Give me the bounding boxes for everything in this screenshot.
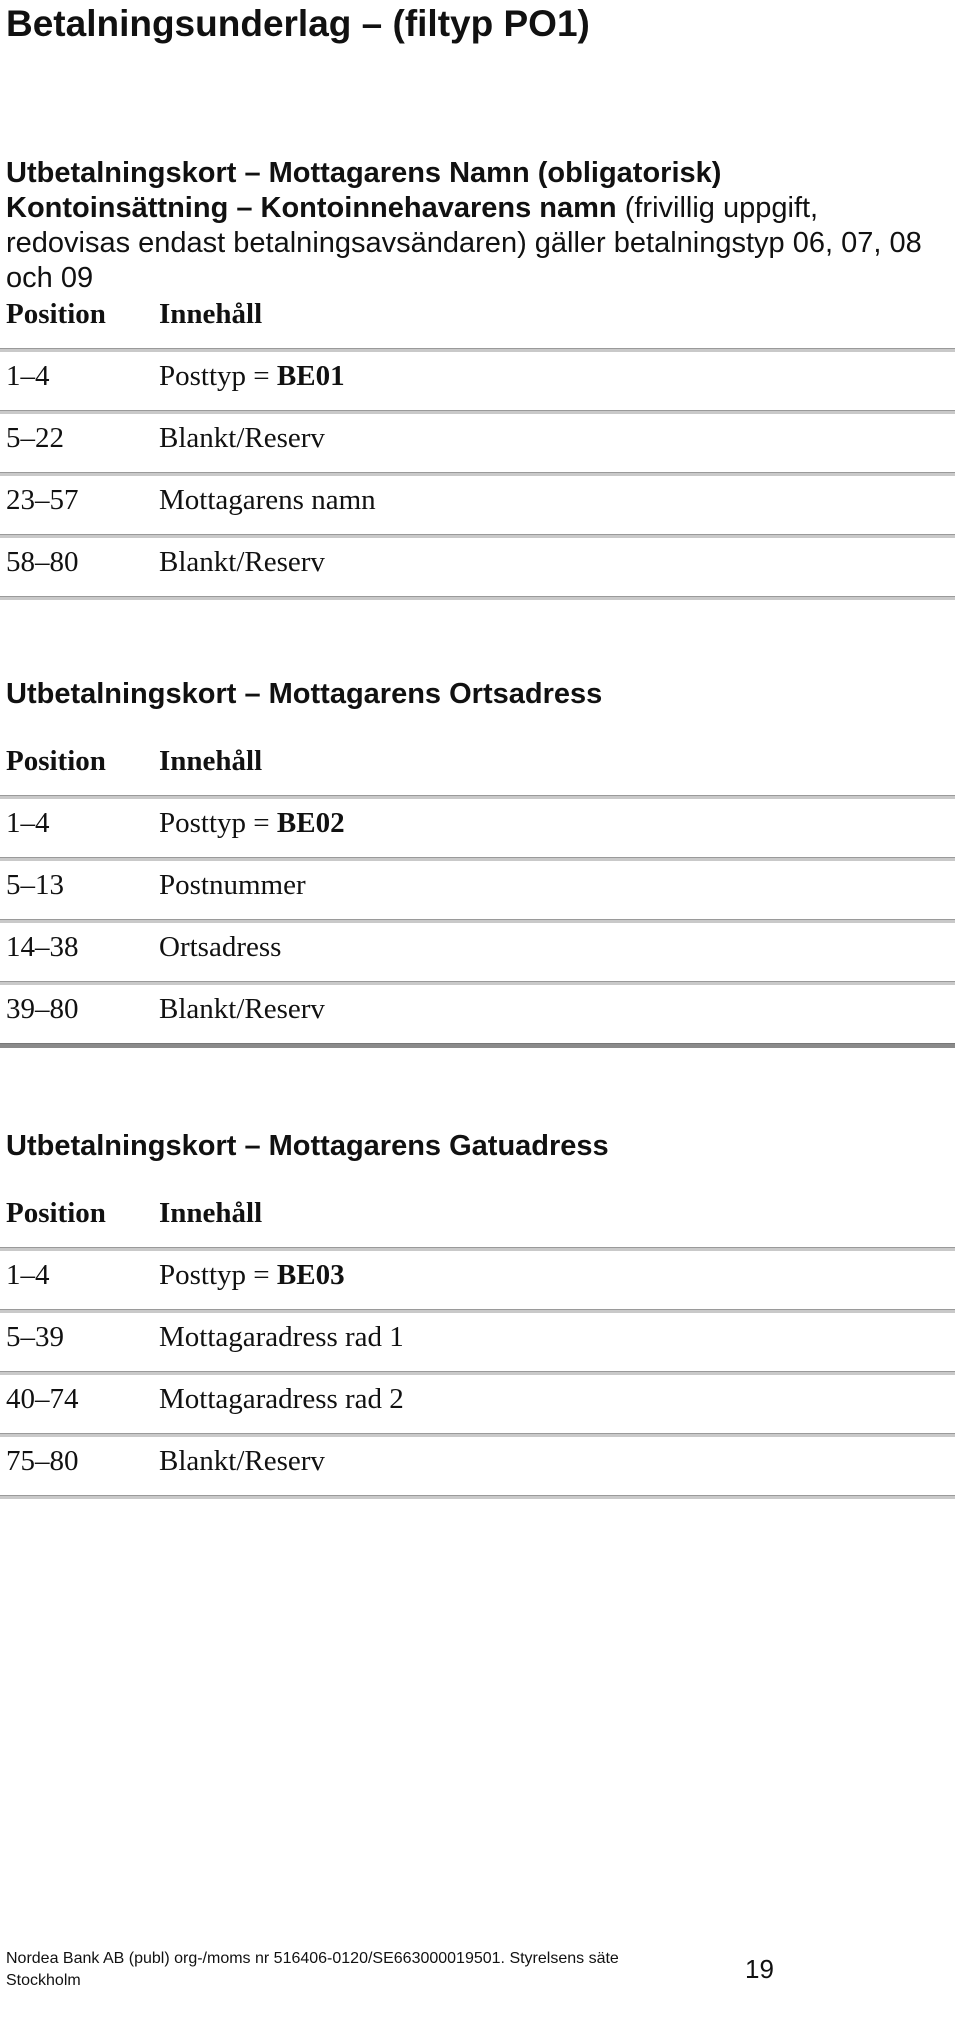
column-header-content: Innehåll [159, 745, 263, 777]
table-row [0, 352, 955, 410]
row-content: Blankt/Reserv [159, 993, 325, 1025]
row-position: 75–80 [6, 1445, 79, 1477]
table-row [0, 1437, 955, 1495]
section-1-heading-line-4: och 09 [6, 262, 94, 294]
footer-line-1: Nordea Bank AB (publ) org-/moms nr 516406-0120/SE663000019501. Styrelsens säte [6, 1950, 619, 1967]
table-header-row [0, 290, 955, 348]
row-content: Ortsadress [159, 931, 282, 963]
section-1-heading-line-2-normal: (frivillig uppgift, [616, 192, 819, 224]
column-header-position: Position [6, 1197, 106, 1229]
table-header-row [0, 737, 955, 795]
row-content: Mottagaradress rad 1 [159, 1321, 404, 1353]
row-position: 5–13 [6, 869, 64, 901]
table-row [0, 861, 955, 919]
page-number: 19 [745, 1954, 774, 1984]
table-row [0, 1375, 955, 1433]
row-position: 58–80 [6, 546, 79, 578]
row-content: Blankt/Reserv [159, 422, 325, 454]
row-content: Mottagaradress rad 2 [159, 1383, 404, 1415]
section-3-heading [6, 1129, 609, 1164]
row-divider [0, 1495, 955, 1499]
row-content: Posttyp = BE02 [159, 807, 345, 839]
row-position: 14–38 [6, 931, 79, 963]
table-row [0, 923, 955, 981]
section-3-heading-text: Utbetalningskort – Mottagarens Gatuadress [6, 1130, 609, 1162]
row-content: Blankt/Reserv [159, 546, 325, 578]
table-row [0, 1313, 955, 1371]
row-position: 5–22 [6, 422, 64, 454]
section-1-heading [6, 156, 922, 296]
section-1-heading-line-1: Utbetalningskort – Mottagarens Namn (obligatorisk) [6, 157, 722, 189]
page-footer [6, 1948, 619, 1992]
section-1-heading-line-2-bold: Kontoinsättning – Kontoinnehavarens namn [6, 192, 617, 224]
row-position: 40–74 [6, 1383, 79, 1415]
table-row [0, 1251, 955, 1309]
table-row [0, 476, 955, 534]
section-2-heading-text: Utbetalningskort – Mottagarens Ortsadress [6, 678, 603, 710]
row-content: Postnummer [159, 869, 306, 901]
row-position: 39–80 [6, 993, 79, 1025]
row-position: 1–4 [6, 1259, 50, 1291]
row-content: Posttyp = BE01 [159, 360, 345, 392]
section-1-table [0, 290, 955, 600]
row-divider [0, 1043, 955, 1048]
table-row [0, 985, 955, 1043]
column-header-content: Innehåll [159, 1197, 263, 1229]
page-title: Betalningsunderlag – (filtyp PO1) [6, 3, 590, 44]
section-1-heading-line-3: redovisas endast betalningsavsändaren) gäller betalningstyp 06, 07, 08 [6, 227, 922, 259]
table-row [0, 538, 955, 596]
section-2-table [0, 737, 955, 1048]
section-2-heading [6, 677, 602, 712]
row-divider [0, 596, 955, 600]
row-content: Blankt/Reserv [159, 1445, 325, 1477]
row-position: 5–39 [6, 1321, 64, 1353]
footer-line-2: Stockholm [6, 1972, 81, 1989]
row-content: Posttyp = BE03 [159, 1259, 345, 1291]
column-header-position: Position [6, 298, 106, 330]
row-position: 1–4 [6, 807, 50, 839]
row-content: Mottagarens namn [159, 484, 376, 516]
row-position: 1–4 [6, 360, 50, 392]
section-3-table [0, 1189, 955, 1499]
table-header-row [0, 1189, 955, 1247]
table-row [0, 414, 955, 472]
column-header-content: Innehåll [159, 298, 263, 330]
table-row [0, 799, 955, 857]
column-header-position: Position [6, 745, 106, 777]
row-position: 23–57 [6, 484, 79, 516]
